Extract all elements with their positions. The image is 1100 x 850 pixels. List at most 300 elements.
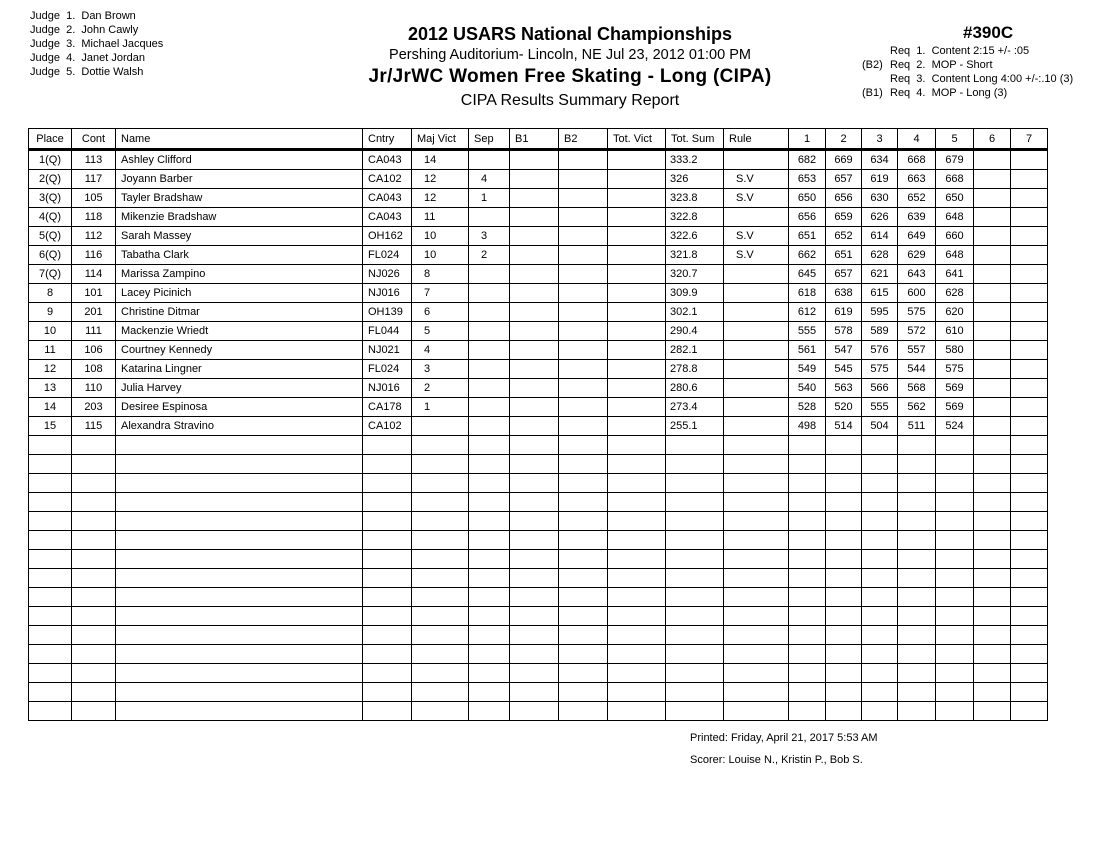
cell-b1 [510,150,559,170]
cell-name: Alexandra Stravino [116,417,363,436]
cell-rule: S.V [724,189,789,208]
column-header-rule: Rule [724,129,789,150]
empty-cell [363,550,412,569]
cell-judge-7 [1011,227,1048,246]
cell-judge-1: 645 [789,265,826,284]
event-number: #390C [963,23,1014,42]
cell-judge-4: 643 [898,265,936,284]
cell-sep: 1 [469,189,510,208]
cell-cntry: CA043 [363,189,412,208]
report-footer [690,727,878,771]
cell-maj-vict: 2 [412,379,469,398]
cell-sep [469,398,510,417]
cell-judge-3: 634 [862,150,898,170]
empty-cell [724,702,789,721]
empty-cell [826,569,862,588]
cell-cntry: NJ021 [363,341,412,360]
cell-place: 14 [29,398,72,417]
cell-cntry: CA178 [363,398,412,417]
cell-place: 12 [29,360,72,379]
cell-judge-4: 639 [898,208,936,227]
cell-rule [724,265,789,284]
empty-cell [862,664,898,683]
empty-cell [898,531,936,550]
cell-b2 [559,303,608,322]
cell-cntry: OH162 [363,227,412,246]
cell-judge-1: 662 [789,246,826,265]
table-row [29,170,1048,189]
empty-cell [559,474,608,493]
cell-tot-sum: 280.6 [666,379,724,398]
cell-judge-1: 653 [789,170,826,189]
cell-cntry: FL024 [363,246,412,265]
empty-cell [29,664,72,683]
empty-cell [469,550,510,569]
table-row [29,303,1048,322]
empty-cell [363,493,412,512]
cell-b1 [510,265,559,284]
empty-cell [608,626,666,645]
cell-judge-2: 578 [826,322,862,341]
empty-cell [666,474,724,493]
cell-name: Mikenzie Bradshaw [116,208,363,227]
empty-cell [29,607,72,626]
empty-cell [608,607,666,626]
table-row [29,227,1048,246]
cell-judge-6 [974,170,1011,189]
empty-cell [72,683,116,702]
cell-judge-2: 619 [826,303,862,322]
empty-cell [974,683,1011,702]
empty-cell [608,702,666,721]
empty-cell [789,569,826,588]
cell-judge-2: 657 [826,265,862,284]
cell-sep: 4 [469,170,510,189]
cell-judge-1: 555 [789,322,826,341]
cell-maj-vict: 12 [412,189,469,208]
cell-cont: 201 [72,303,116,322]
cell-cont: 105 [72,189,116,208]
column-header-maj-vict: Maj Vict [412,129,469,150]
empty-cell [72,664,116,683]
empty-cell [608,569,666,588]
empty-cell [826,550,862,569]
empty-cell [974,550,1011,569]
empty-cell [116,550,363,569]
empty-cell [936,550,974,569]
empty-cell [1011,683,1048,702]
empty-cell [72,512,116,531]
cell-sep [469,303,510,322]
cell-cntry: CA043 [363,208,412,227]
empty-cell [1011,626,1048,645]
cell-tot-vict [608,189,666,208]
cell-place: 3(Q) [29,189,72,208]
cell-judge-7 [1011,284,1048,303]
empty-cell [72,474,116,493]
empty-cell [936,683,974,702]
empty-cell [29,531,72,550]
empty-cell [789,588,826,607]
empty-cell [510,683,559,702]
empty-cell [559,645,608,664]
empty-cell [789,645,826,664]
empty-cell [789,626,826,645]
cell-place: 15 [29,417,72,436]
cell-place: 10 [29,322,72,341]
cell-maj-vict: 10 [412,246,469,265]
empty-cell [116,493,363,512]
cell-judge-2: 652 [826,227,862,246]
cell-name: Sarah Massey [116,227,363,246]
empty-cell [72,607,116,626]
cell-maj-vict: 5 [412,322,469,341]
empty-cell [469,455,510,474]
empty-cell [789,702,826,721]
empty-cell [862,588,898,607]
cell-place: 5(Q) [29,227,72,246]
cell-sep: 2 [469,246,510,265]
cell-judge-5: 524 [936,417,974,436]
cell-judge-7 [1011,265,1048,284]
cell-tot-vict [608,341,666,360]
empty-cell [510,569,559,588]
empty-cell [862,626,898,645]
empty-cell [724,569,789,588]
cell-tot-sum: 333.2 [666,150,724,170]
empty-cell [608,512,666,531]
cell-tot-vict [608,150,666,170]
empty-cell [608,550,666,569]
empty-cell [826,683,862,702]
empty-cell [862,569,898,588]
cell-name: Ashley Clifford [116,150,363,170]
cell-judge-7 [1011,208,1048,227]
cell-place: 2(Q) [29,170,72,189]
empty-cell [510,626,559,645]
empty-cell [666,550,724,569]
cell-judge-1: 682 [789,150,826,170]
cell-b1 [510,189,559,208]
cell-judge-1: 540 [789,379,826,398]
empty-cell [898,569,936,588]
empty-cell [29,683,72,702]
empty-cell [510,512,559,531]
empty-cell [412,645,469,664]
cell-judge-2: 656 [826,189,862,208]
cell-judge-2: 547 [826,341,862,360]
empty-cell [974,588,1011,607]
empty-cell [724,512,789,531]
empty-cell [974,607,1011,626]
empty-cell [1011,569,1048,588]
cell-maj-vict: 6 [412,303,469,322]
empty-cell [862,607,898,626]
empty-cell [1011,493,1048,512]
cell-b2 [559,284,608,303]
cell-judge-3: 555 [862,398,898,417]
cell-judge-3: 621 [862,265,898,284]
cell-judge-5: 569 [936,379,974,398]
cell-judge-5: 641 [936,265,974,284]
empty-cell [72,569,116,588]
empty-cell [724,626,789,645]
cell-tot-vict [608,170,666,189]
cell-tot-vict [608,417,666,436]
cell-cntry: CA102 [363,417,412,436]
empty-cell [116,607,363,626]
empty-cell [862,455,898,474]
cell-tot-sum: 273.4 [666,398,724,417]
empty-cell [826,455,862,474]
column-header-judge-2: 2 [826,129,862,150]
empty-cell [608,436,666,455]
cell-b2 [559,227,608,246]
cell-rule [724,417,789,436]
empty-cell [469,531,510,550]
cell-b2 [559,379,608,398]
empty-cell [116,455,363,474]
empty-cell [898,645,936,664]
cell-b2 [559,246,608,265]
cell-judge-5: 668 [936,170,974,189]
empty-cell [412,436,469,455]
empty-cell [1011,702,1048,721]
empty-cell [898,664,936,683]
cell-tot-vict [608,265,666,284]
empty-cell [412,664,469,683]
judges-list [30,9,163,79]
cell-name: Christine Ditmar [116,303,363,322]
cell-cont: 115 [72,417,116,436]
cell-judge-7 [1011,303,1048,322]
empty-row [29,683,1048,702]
cell-sep [469,417,510,436]
empty-cell [666,588,724,607]
empty-cell [559,550,608,569]
cell-maj-vict [412,417,469,436]
empty-cell [412,493,469,512]
empty-cell [974,569,1011,588]
empty-cell [559,569,608,588]
column-header-judge-4: 4 [898,129,936,150]
cell-judge-3: 619 [862,170,898,189]
cell-name: Mackenzie Wriedt [116,322,363,341]
empty-cell [724,588,789,607]
empty-cell [608,683,666,702]
cell-maj-vict: 1 [412,398,469,417]
cell-judge-3: 504 [862,417,898,436]
empty-cell [412,455,469,474]
empty-cell [898,512,936,531]
cell-rule [724,303,789,322]
requirement-2: (B2) Req 2. MOP - Short [862,59,993,71]
cell-judge-7 [1011,360,1048,379]
empty-cell [608,474,666,493]
table-row [29,398,1048,417]
empty-cell [29,512,72,531]
empty-cell [510,474,559,493]
cell-judge-2: 657 [826,170,862,189]
header-row [29,129,1048,150]
empty-cell [29,550,72,569]
cell-rule [724,341,789,360]
empty-row [29,493,1048,512]
empty-cell [936,474,974,493]
empty-cell [724,493,789,512]
cell-judge-5: 679 [936,150,974,170]
empty-cell [974,474,1011,493]
cell-b1 [510,379,559,398]
cell-judge-2: 514 [826,417,862,436]
empty-cell [862,683,898,702]
cell-cont: 101 [72,284,116,303]
cell-b2 [559,398,608,417]
empty-cell [826,493,862,512]
empty-cell [1011,645,1048,664]
cell-cntry: CA043 [363,150,412,170]
empty-cell [363,664,412,683]
cell-judge-7 [1011,398,1048,417]
column-header-cont: Cont [72,129,116,150]
cell-judge-4: 562 [898,398,936,417]
empty-cell [898,683,936,702]
cell-judge-3: 614 [862,227,898,246]
empty-cell [898,588,936,607]
empty-cell [936,569,974,588]
cell-judge-2: 520 [826,398,862,417]
cell-place: 8 [29,284,72,303]
cell-judge-1: 618 [789,284,826,303]
cell-b1 [510,227,559,246]
empty-cell [29,588,72,607]
cell-judge-6 [974,360,1011,379]
table-row [29,360,1048,379]
empty-cell [898,550,936,569]
empty-cell [1011,531,1048,550]
empty-cell [412,550,469,569]
cell-sep: 3 [469,227,510,246]
judge-2: Judge 2. John Cawly [30,24,139,36]
empty-row [29,588,1048,607]
empty-cell [862,474,898,493]
empty-cell [559,588,608,607]
empty-cell [826,531,862,550]
cell-name: Desiree Espinosa [116,398,363,417]
empty-cell [862,436,898,455]
empty-cell [116,588,363,607]
empty-cell [363,645,412,664]
cell-judge-4: 668 [898,150,936,170]
column-header-place: Place [29,129,72,150]
cell-tot-vict [608,379,666,398]
cell-sep [469,150,510,170]
judge-5: Judge 5. Dottie Walsh [30,66,144,78]
empty-cell [974,455,1011,474]
empty-cell [559,664,608,683]
cell-cont: 203 [72,398,116,417]
empty-cell [789,455,826,474]
cell-judge-5: 575 [936,360,974,379]
cell-tot-vict [608,227,666,246]
requirement-4: (B1) Req 4. MOP - Long (3) [862,87,1008,99]
cell-rule: S.V [724,170,789,189]
cell-judge-6 [974,417,1011,436]
cell-judge-1: 549 [789,360,826,379]
cell-judge-6 [974,150,1011,170]
empty-cell [363,512,412,531]
event-title: Jr/JrWC Women Free Skating - Long (CIPA) [368,66,772,87]
empty-row [29,550,1048,569]
table-row [29,379,1048,398]
empty-cell [559,607,608,626]
empty-cell [72,626,116,645]
cell-b1 [510,360,559,379]
empty-cell [974,702,1011,721]
cell-judge-1: 650 [789,189,826,208]
empty-cell [826,512,862,531]
empty-cell [72,436,116,455]
cell-tot-sum: 309.9 [666,284,724,303]
cell-b1 [510,322,559,341]
empty-cell [898,702,936,721]
cell-cont: 111 [72,322,116,341]
cell-name: Marissa Zampino [116,265,363,284]
empty-cell [29,626,72,645]
cell-tot-sum: 282.1 [666,341,724,360]
cell-sep [469,360,510,379]
empty-cell [724,550,789,569]
empty-cell [898,474,936,493]
empty-cell [862,531,898,550]
cell-b2 [559,265,608,284]
cell-tot-sum: 321.8 [666,246,724,265]
table-row [29,265,1048,284]
empty-cell [469,626,510,645]
table-row [29,322,1048,341]
cell-name: Julia Harvey [116,379,363,398]
cell-judge-6 [974,265,1011,284]
cell-sep [469,341,510,360]
requirements-list [862,44,1073,100]
cell-cntry: FL044 [363,322,412,341]
empty-cell [666,664,724,683]
empty-cell [412,702,469,721]
empty-row [29,664,1048,683]
cell-rule [724,208,789,227]
empty-cell [116,569,363,588]
cell-rule: S.V [724,246,789,265]
empty-row [29,569,1048,588]
cell-cntry: NJ026 [363,265,412,284]
empty-cell [510,550,559,569]
empty-cell [116,512,363,531]
empty-cell [412,512,469,531]
scorer-list: Scorer: Louise N., Kristin P., Bob S. [690,754,863,766]
cell-judge-3: 576 [862,341,898,360]
empty-cell [862,702,898,721]
empty-cell [510,588,559,607]
empty-cell [116,531,363,550]
empty-cell [116,474,363,493]
cell-judge-5: 580 [936,341,974,360]
empty-cell [72,588,116,607]
cell-tot-sum: 322.8 [666,208,724,227]
empty-cell [29,455,72,474]
empty-cell [412,531,469,550]
empty-cell [116,664,363,683]
empty-cell [974,664,1011,683]
